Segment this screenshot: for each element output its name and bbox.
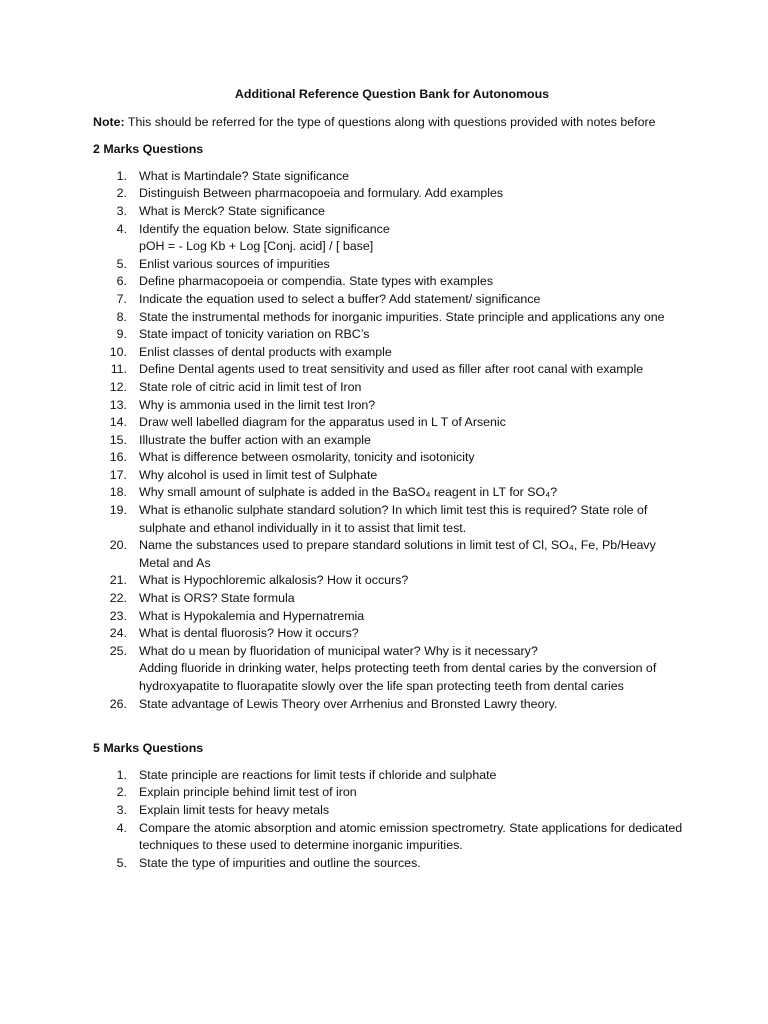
question-text: State the instrumental methods for inorganic impurities. State principle and applications any one (139, 309, 665, 324)
question-number: 4. (116, 820, 127, 835)
two-marks-question-list (93, 168, 683, 713)
question-text: Define Dental agents used to treat sensitivity and used as filler after root canal with example (139, 362, 644, 377)
question-number: 1. (116, 168, 127, 183)
question-text: What is Martindale? State significance (139, 168, 350, 183)
question-item (93, 273, 683, 291)
question-text: What is ORS? State formula (139, 591, 295, 606)
question-number: 16. (109, 450, 127, 465)
question-item (93, 326, 683, 344)
question-number: 20. (109, 538, 127, 553)
question-number: 2. (116, 785, 127, 800)
question-text: What is Hypochloremic alkalosis? How it occurs? (139, 573, 409, 588)
question-item (93, 467, 683, 485)
question-number: 8. (116, 309, 127, 324)
question-text: Why is ammonia used in the limit test Iron? (139, 397, 376, 412)
question-item (93, 397, 683, 415)
question-number: 24. (109, 626, 127, 641)
question-text: What do u mean by fluoridation of municipal water? Why is it necessary? (139, 643, 538, 658)
question-item (93, 344, 683, 362)
question-item (93, 820, 683, 855)
question-text: Name the substances used to prepare standard solutions in limit test of Cl, SO₄, Fe, Pb/Heavy Metal and As (139, 538, 656, 570)
question-number: 15. (109, 432, 127, 447)
question-number: 14. (109, 415, 127, 430)
question-number: 5. (116, 855, 127, 870)
question-number: 17. (109, 467, 127, 482)
question-item (93, 449, 683, 467)
question-number: 3. (116, 203, 127, 218)
question-number: 7. (116, 291, 127, 306)
question-text: State impact of tonicity variation on RBC’s (139, 327, 370, 342)
question-text: Enlist various sources of impurities (139, 256, 330, 271)
note-paragraph (93, 114, 683, 132)
question-item (93, 168, 683, 186)
question-text: Identify the equation below. State significance (139, 221, 390, 236)
question-text: State the type of impurities and outline the sources. (139, 855, 421, 870)
question-text: What is Merck? State significance (139, 203, 325, 218)
question-number: 4. (116, 221, 127, 236)
question-number: 11. (110, 362, 127, 377)
question-text: State principle are reactions for limit tests if chloride and sulphate (139, 767, 497, 782)
question-number: 21. (109, 573, 127, 588)
question-text: Define pharmacopoeia or compendia. State types with examples (139, 274, 494, 289)
question-number: 19. (109, 503, 127, 518)
question-item (93, 185, 683, 203)
question-item (93, 361, 683, 379)
question-number: 6. (116, 274, 127, 289)
question-item (93, 256, 683, 274)
question-item (93, 767, 683, 785)
document-title: Additional Reference Question Bank for Autonomous (234, 87, 550, 101)
question-number: 2. (116, 186, 127, 201)
question-item (93, 432, 683, 450)
question-text: State advantage of Lewis Theory over Arrhenius and Bronsted Lawry theory. (139, 696, 558, 711)
question-item (93, 802, 683, 820)
question-number: 18. (109, 485, 127, 500)
question-item (93, 484, 683, 502)
note-text: This should be referred for the type of questions along with questions provided with notes before (124, 114, 656, 129)
question-item (93, 502, 683, 537)
question-number: 22. (109, 591, 127, 606)
question-item (93, 203, 683, 221)
question-text: What is Hypokalemia and Hypernatremia (139, 608, 365, 623)
question-extra-line: Adding fluoride in drinking water, helps protecting teeth from dental caries by the conversion of hydroxyapatite to fluorapatite slowly over the life span protecting teeth from dental caries (139, 661, 657, 693)
question-item (93, 608, 683, 626)
two-marks-heading: 2 Marks Questions (93, 142, 204, 157)
question-number: 26. (109, 696, 127, 711)
question-text: Distinguish Between pharmacopoeia and formulary. Add examples (139, 186, 504, 201)
question-item (93, 590, 683, 608)
question-number: 12. (109, 379, 127, 394)
question-number: 1. (116, 767, 127, 782)
question-number: 9. (116, 327, 127, 342)
question-text: What is dental fluorosis? How it occurs? (139, 626, 359, 641)
question-number: 5. (116, 256, 127, 271)
question-text: What is ethanolic sulphate standard solution? In which limit test this is required? State role of sulphate and ethanol individually in it to assist that limit test. (139, 503, 648, 535)
question-number: 3. (116, 802, 127, 817)
question-item (93, 625, 683, 643)
question-number: 10. (109, 344, 127, 359)
note-label: Note: (93, 114, 125, 129)
question-item (93, 414, 683, 432)
question-item (93, 572, 683, 590)
question-item (93, 309, 683, 327)
question-text: Why small amount of sulphate is added in the BaSO₄ reagent in LT for SO₄? (139, 485, 558, 500)
question-item (93, 537, 683, 572)
question-text: State role of citric acid in limit test of Iron (139, 379, 362, 394)
question-number: 25. (109, 643, 127, 658)
question-text: What is difference between osmolarity, tonicity and isotonicity (139, 450, 475, 465)
question-number: 23. (109, 608, 127, 623)
question-text: Draw well labelled diagram for the apparatus used in L T of Arsenic (139, 415, 506, 430)
question-item (93, 221, 683, 256)
question-item (93, 643, 683, 696)
five-marks-question-list (93, 767, 683, 873)
question-item (93, 379, 683, 397)
question-text: Compare the atomic absorption and atomic emission spectrometry. State applications for dedicated techniques to these used to determine inorganic impurities. (139, 820, 683, 853)
question-item (93, 855, 683, 873)
question-text: Enlist classes of dental products with example (139, 344, 392, 359)
question-number: 13. (109, 397, 127, 412)
question-text: Illustrate the buffer action with an example (139, 432, 371, 447)
question-text: Indicate the equation used to select a buffer? Add statement/ significance (139, 291, 541, 306)
question-text: Why alcohol is used in limit test of Sulphate (139, 467, 378, 482)
question-text: Explain limit tests for heavy metals (139, 802, 330, 817)
question-item (93, 291, 683, 309)
question-extra-line: pOH = - Log Kb + Log [Conj. acid] / [ base] (139, 239, 374, 254)
question-text: Explain principle behind limit test of iron (139, 785, 357, 800)
question-item (93, 784, 683, 802)
document-page (93, 86, 683, 872)
five-marks-heading: 5 Marks Questions (93, 741, 204, 756)
question-item (93, 696, 683, 714)
